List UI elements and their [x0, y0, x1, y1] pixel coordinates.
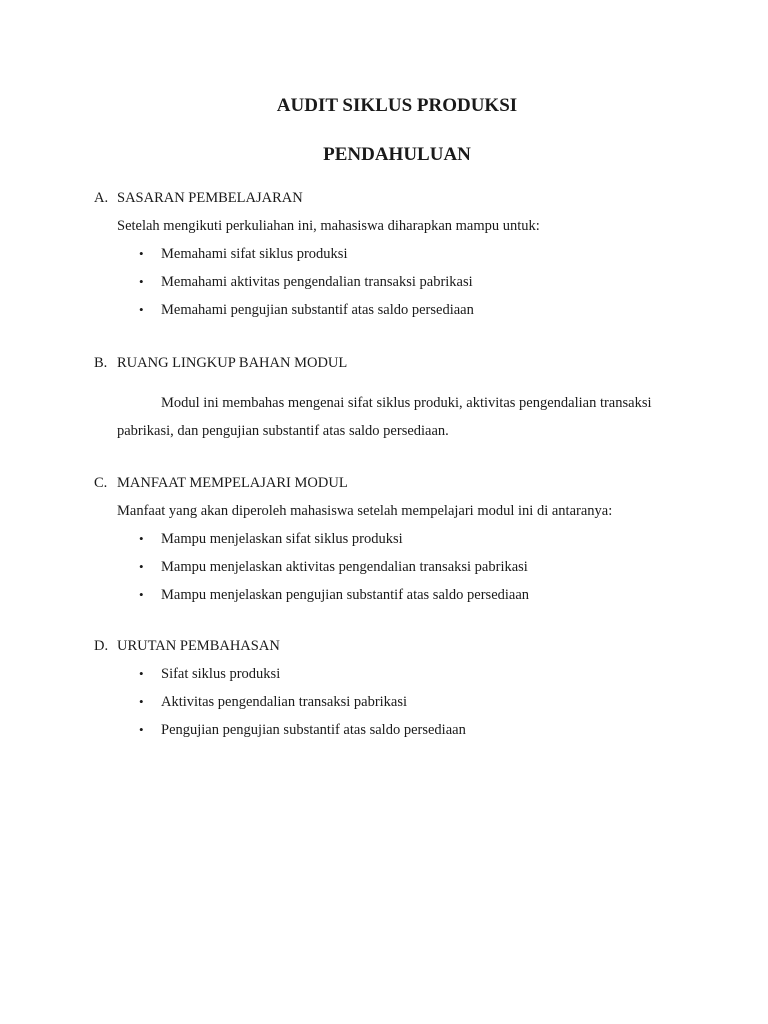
section-intro: Manfaat yang akan diperoleh mahasiswa setelah mempelajari modul ini di antaranya: — [117, 503, 613, 519]
section-heading — [94, 188, 714, 208]
section-urutan-pembahasan — [94, 636, 714, 740]
section-letter: A. — [94, 190, 109, 206]
bullet-icon: • — [139, 302, 144, 317]
bullet-icon: • — [139, 587, 144, 602]
section-title: RUANG LINGKUP BAHAN MODUL — [117, 355, 348, 371]
section-heading — [94, 473, 714, 493]
section-title: SASARAN PEMBELAJARAN — [117, 190, 303, 206]
bullet-icon: • — [139, 531, 144, 546]
bullet-icon: • — [139, 666, 144, 681]
list-item-text: Memahami aktivitas pengendalian transaksi pabrikasi — [161, 274, 473, 290]
section-intro: Setelah mengikuti perkuliahan ini, mahasiswa diharapkan mampu untuk: — [117, 218, 540, 234]
bullet-icon: • — [139, 274, 144, 289]
bullet-list — [94, 244, 714, 320]
bullet-list — [94, 529, 714, 605]
section-letter: C. — [94, 475, 108, 491]
bullet-icon: • — [139, 246, 144, 261]
list-item-text: Mampu menjelaskan pengujian substantif atas saldo persediaan — [161, 587, 530, 603]
list-item-text: Sifat siklus produksi — [161, 666, 281, 682]
bullet-icon: • — [139, 694, 144, 709]
list-item — [94, 529, 714, 549]
list-item — [94, 664, 714, 684]
list-item-text: Memahami pengujian substantif atas saldo persediaan — [161, 302, 474, 318]
list-item-text: Mampu menjelaskan aktivitas pengendalian transaksi pabrikasi — [161, 559, 528, 575]
list-item — [94, 585, 714, 605]
list-item-text: Aktivitas pengendalian transaksi pabrikasi — [161, 694, 408, 710]
section-heading — [94, 636, 714, 656]
section-letter: B. — [94, 355, 108, 371]
document-title: AUDIT SIKLUS PRODUKSI — [276, 95, 518, 116]
bullet-icon: • — [139, 722, 144, 737]
list-item — [94, 692, 714, 712]
section-paragraph: Modul ini membahas mengenai sifat siklus produki, aktivitas pengendalian transaksi pabrikasi, dan pengujian substantif atas saldo persediaan. — [117, 395, 652, 439]
section-sasaran-pembelajaran — [94, 188, 714, 320]
list-item — [94, 720, 714, 740]
section-ruang-lingkup — [94, 353, 714, 445]
bullet-list — [94, 664, 714, 740]
list-item-text: Memahami sifat siklus produksi — [161, 246, 348, 262]
list-item — [94, 272, 714, 292]
section-title: MANFAAT MEMPELAJARI MODUL — [117, 475, 348, 491]
document-subtitle: PENDAHULUAN — [323, 144, 471, 165]
section-title: URUTAN PEMBAHASAN — [117, 638, 280, 654]
section-heading — [94, 353, 714, 373]
list-item-text: Mampu menjelaskan sifat siklus produksi — [161, 531, 403, 547]
list-item — [94, 244, 714, 264]
bullet-icon: • — [139, 559, 144, 574]
section-letter: D. — [94, 638, 109, 654]
list-item — [94, 300, 714, 320]
list-item-text: Pengujian pengujian substantif atas saldo persediaan — [161, 722, 466, 738]
section-manfaat — [94, 473, 714, 605]
list-item — [94, 557, 714, 577]
